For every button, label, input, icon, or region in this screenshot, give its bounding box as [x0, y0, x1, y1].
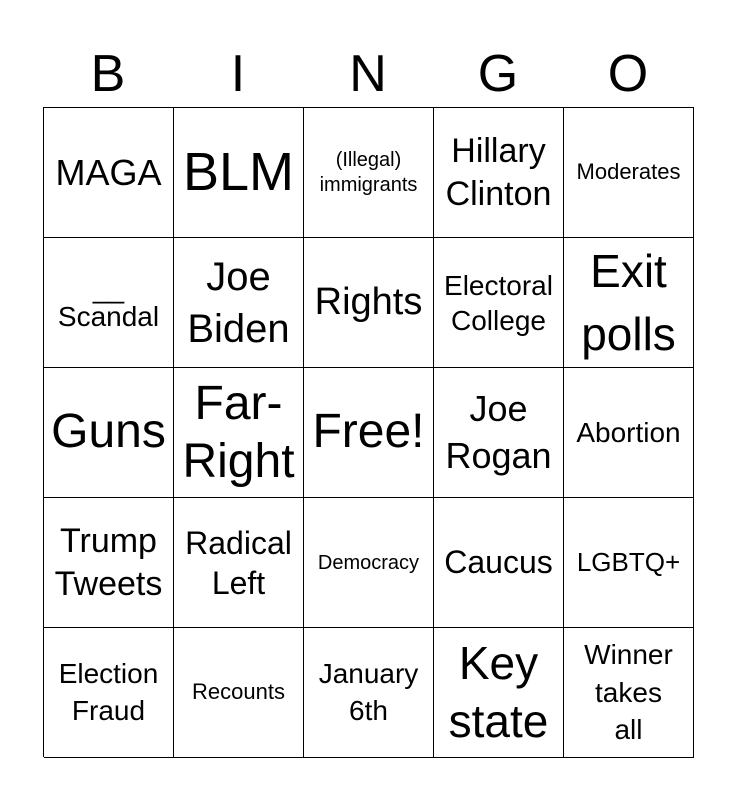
bingo-cell-r4-c4[interactable]	[434, 498, 564, 628]
bingo-cell-label: Abortion	[576, 416, 681, 448]
bingo-cell-label: Key state	[448, 637, 549, 747]
bingo-cell-label: Winner takes all	[584, 638, 673, 746]
bingo-cell-r2-c1[interactable]	[44, 238, 174, 368]
bingo-cell-r5-c2[interactable]	[174, 628, 304, 758]
bingo-cell-label: Trump Tweets	[54, 522, 163, 603]
bingo-cell-label: Far- Right	[182, 376, 295, 488]
bingo-cell-label: MAGA	[55, 151, 162, 193]
bingo-cell-r4-c5[interactable]	[564, 498, 694, 628]
bingo-cell-r4-c1[interactable]	[44, 498, 174, 628]
bingo-cell-label: Guns	[51, 405, 166, 459]
bingo-cell-r2-c5[interactable]	[564, 238, 694, 368]
bingo-cell-label: Election Fraud	[58, 658, 159, 726]
bingo-cell-label: Rights	[314, 280, 423, 323]
bingo-cell-r3-c3[interactable]	[304, 368, 434, 498]
header-letter-i: I	[230, 45, 246, 103]
bingo-cell-r2-c4[interactable]	[434, 238, 564, 368]
bingo-cell-r3-c2[interactable]	[174, 368, 304, 498]
bingo-cell-label: BLM	[182, 141, 295, 202]
bingo-cell-r2-c2[interactable]	[174, 238, 304, 368]
bingo-cell-label: Free!	[312, 405, 425, 459]
header-letter-g: G	[477, 45, 519, 103]
bingo-cell-label: Radical Left	[185, 524, 292, 601]
bingo-cell-r5-c4[interactable]	[434, 628, 564, 758]
bingo-grid	[43, 107, 694, 757]
bingo-cell-label: January 6th	[318, 658, 419, 726]
bingo-cell-label: Recounts	[192, 679, 285, 705]
bingo-cell-r3-c4[interactable]	[434, 368, 564, 498]
bingo-cell-r3-c1[interactable]	[44, 368, 174, 498]
bingo-header	[43, 40, 693, 108]
bingo-cell-label: Caucus	[444, 544, 553, 581]
header-letter-n: N	[349, 45, 387, 103]
bingo-cell-label: Hillary Clinton	[445, 132, 552, 213]
bingo-cell-label: Exit polls	[581, 245, 676, 360]
bingo-cell-label: __ Scandal	[57, 272, 160, 332]
bingo-cell-r1-c1[interactable]	[44, 108, 174, 238]
bingo-cell-r2-c3[interactable]	[304, 238, 434, 368]
bingo-cell-r3-c5[interactable]	[564, 368, 694, 498]
header-letter-o: O	[607, 45, 649, 103]
bingo-cell-r5-c3[interactable]	[304, 628, 434, 758]
bingo-cell-label: Moderates	[576, 159, 681, 185]
bingo-cell-label: Joe Biden	[187, 254, 290, 351]
bingo-cell-r1-c4[interactable]	[434, 108, 564, 238]
bingo-cell-r4-c3[interactable]	[304, 498, 434, 628]
bingo-cell-label: Joe Rogan	[445, 387, 552, 476]
bingo-cell-r1-c3[interactable]	[304, 108, 434, 238]
bingo-cell-r5-c1[interactable]	[44, 628, 174, 758]
bingo-cell-label: Electoral College	[444, 269, 553, 336]
bingo-cell-r1-c2[interactable]	[174, 108, 304, 238]
bingo-cell-label: (Illegal) immigrants	[319, 148, 418, 196]
bingo-cell-label: LGBTQ+	[576, 546, 681, 577]
bingo-cell-r5-c5[interactable]	[564, 628, 694, 758]
bingo-cell-r4-c2[interactable]	[174, 498, 304, 628]
bingo-cell-r1-c5[interactable]	[564, 108, 694, 238]
header-letter-b: B	[90, 45, 126, 103]
bingo-cell-label: Democracy	[317, 551, 420, 574]
